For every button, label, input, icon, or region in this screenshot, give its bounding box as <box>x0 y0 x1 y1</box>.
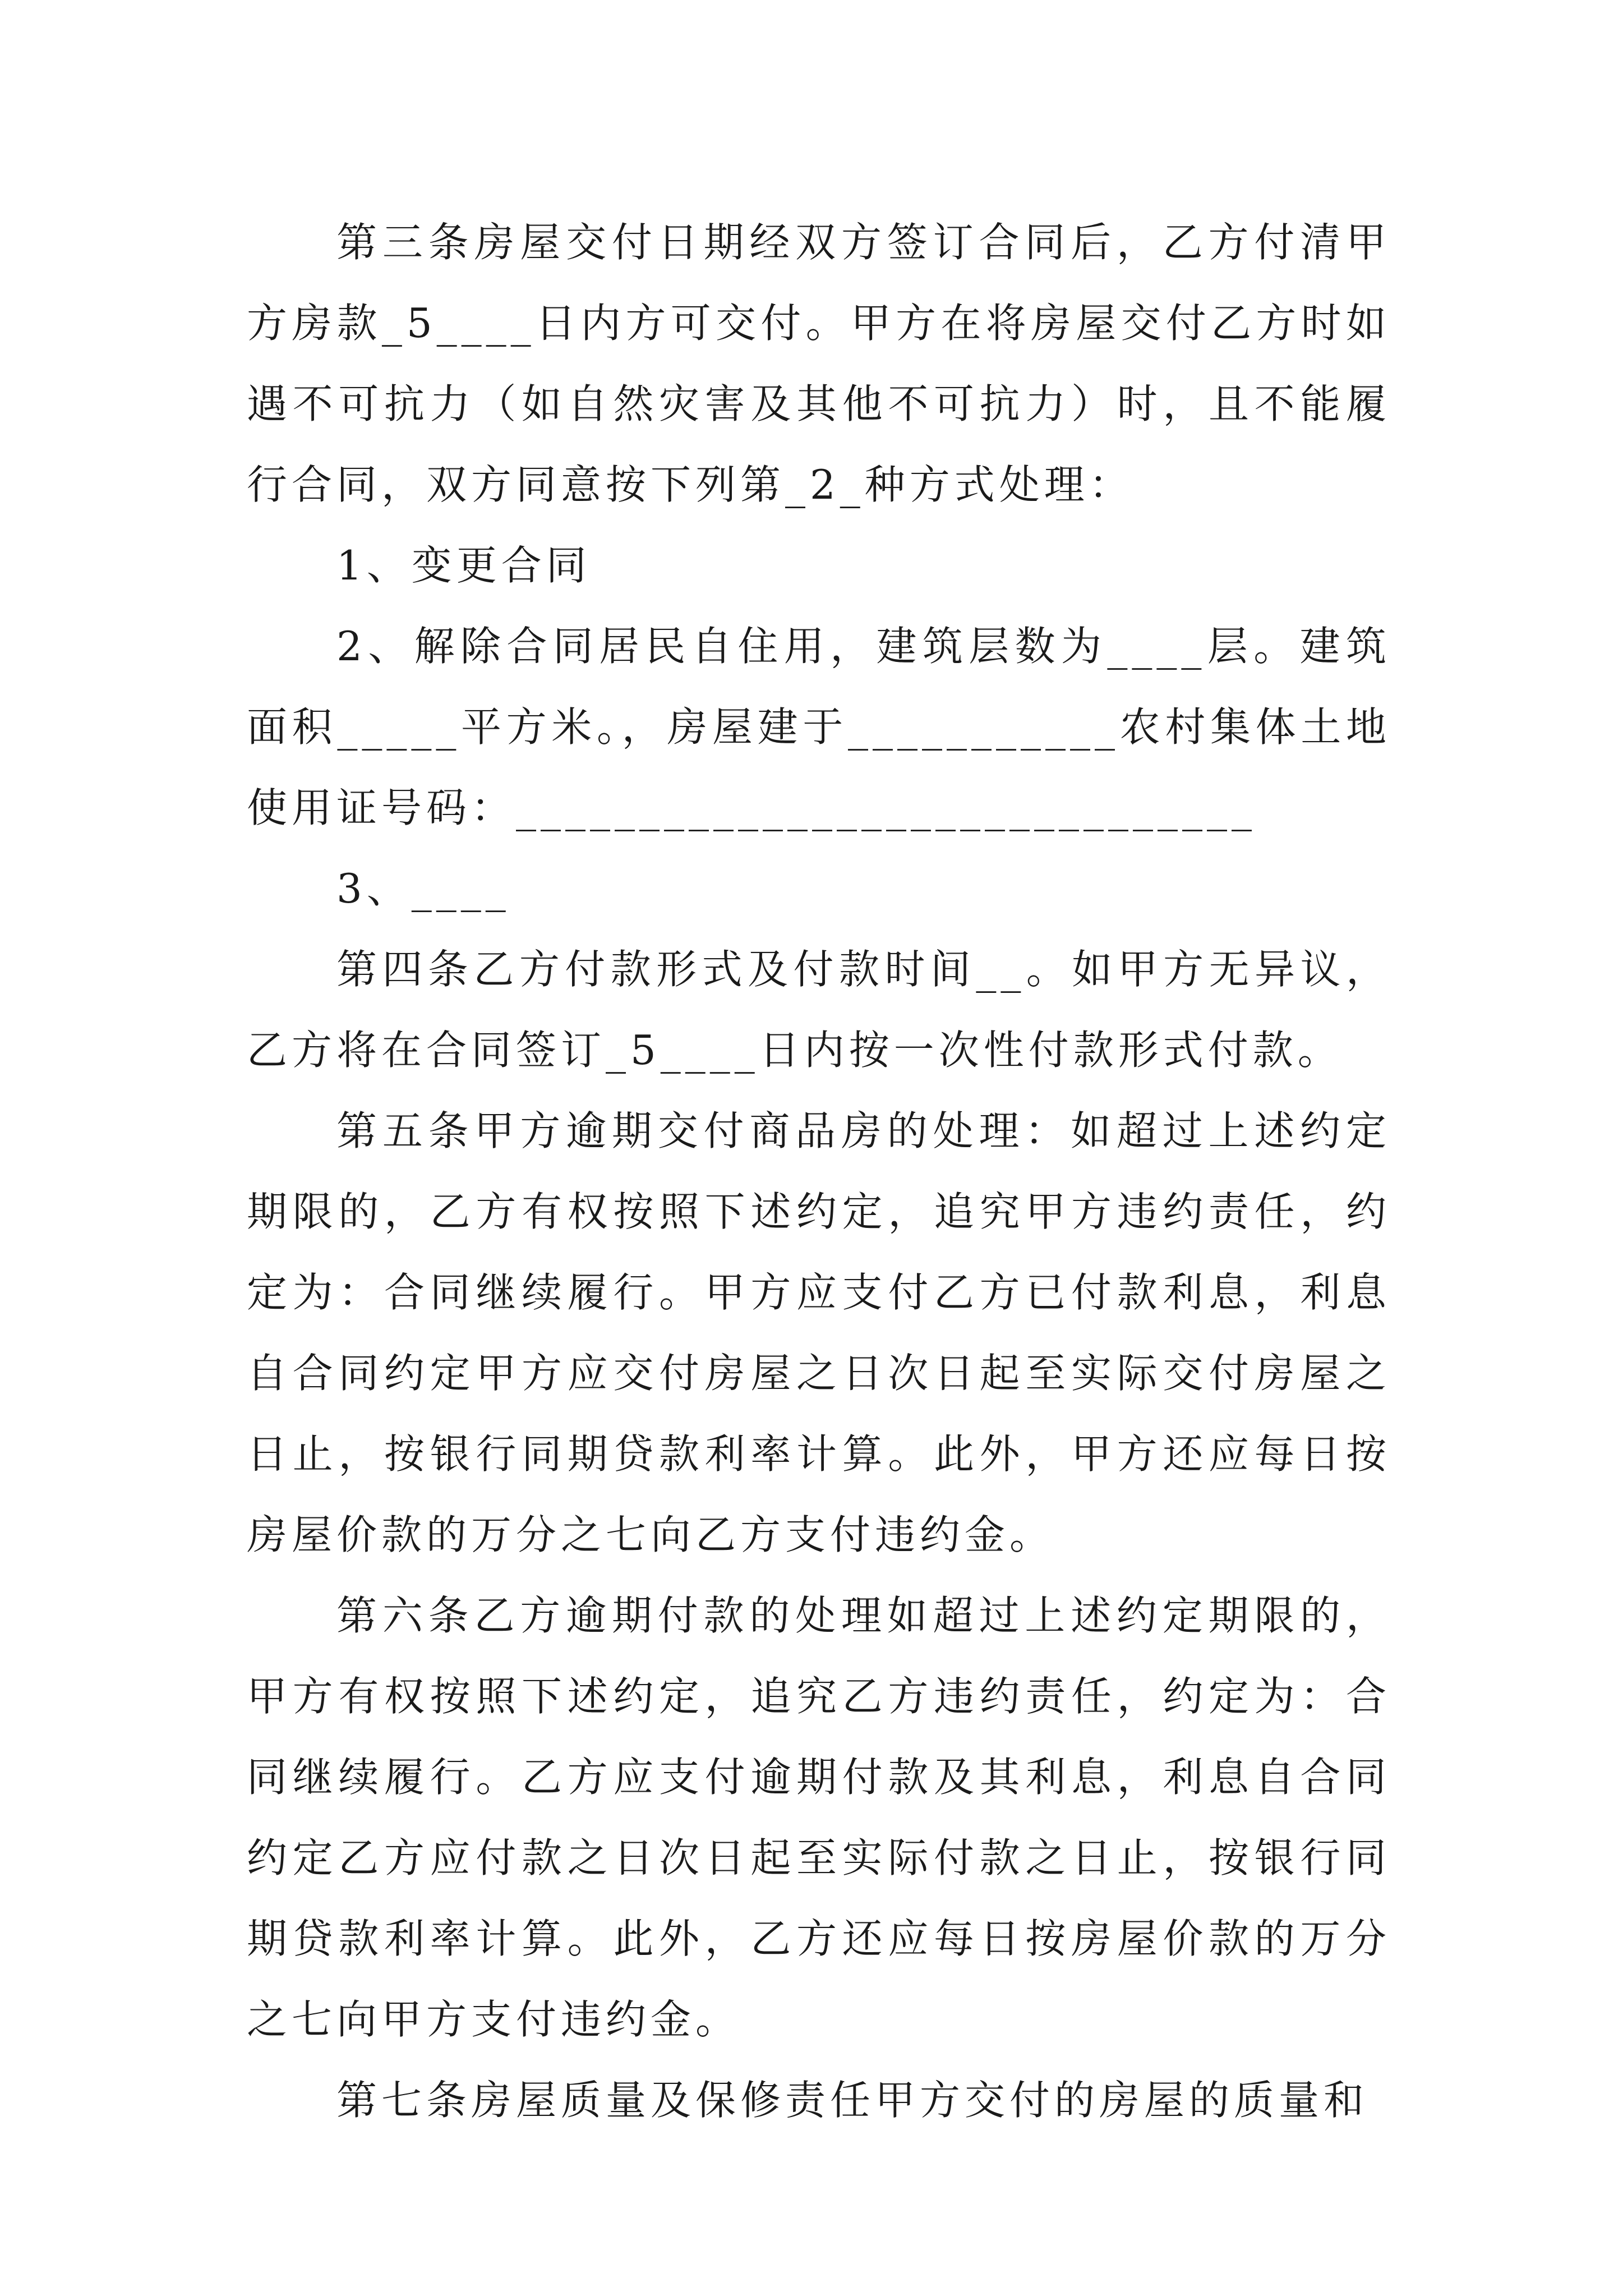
paragraph-option-3: 3、____ <box>336 865 510 912</box>
contract-body <box>247 202 1391 2141</box>
paragraph-article-6: 第六条乙方逾期付款的处理如超过上述约定期限的，甲方有权按照下述约定，追究乙方违约责任，约定为：合同继续履行。乙方应支付逾期付款及其利息，利息自合同约定乙方应付款之日次日起至实际付款之日止，按银行同期贷款利率计算。此外，乙方还应每日按房屋价款的万分之七向甲方支付违约金。 <box>247 1592 1391 2043</box>
paragraph-article-4: 第四条乙方付款形式及付款时间__。如甲方无异议，乙方将在合同签订_5____日内按一次性付款形式付款。 <box>247 946 1391 1074</box>
paragraph-article-5: 第五条甲方逾期交付商品房的处理：如超过上述约定期限的，乙方有权按照下述约定，追究甲方违约责任，约定为：合同继续履行。甲方应支付乙方已付款利息，利息自合同约定甲方应交付房屋之日次日起至实际交付房屋之日止，按银行同期贷款利率计算。此外，甲方还应每日按房屋价款的万分之七向乙方支付违约金。 <box>247 1107 1391 1558</box>
paragraph-option-2: 2、解除合同居民自住用，建筑层数为____层。建筑面积_____平方米。，房屋建于___________农村集体土地使用证号码：______________________________ <box>247 623 1391 831</box>
paragraph-option-1: 1、变更合同 <box>336 542 591 589</box>
paragraph-article-7: 第七条房屋质量及保修责任甲方交付的房屋的质量和 <box>336 2077 1369 2124</box>
paragraph-article-3: 第三条房屋交付日期经双方签订合同后，乙方付清甲方房款_5____日内方可交付。甲方在将房屋交付乙方时如遇不可抗力（如自然灾害及其他不可抗力）时，且不能履行合同，双方同意按下列第_2_种方式处理： <box>247 219 1391 508</box>
